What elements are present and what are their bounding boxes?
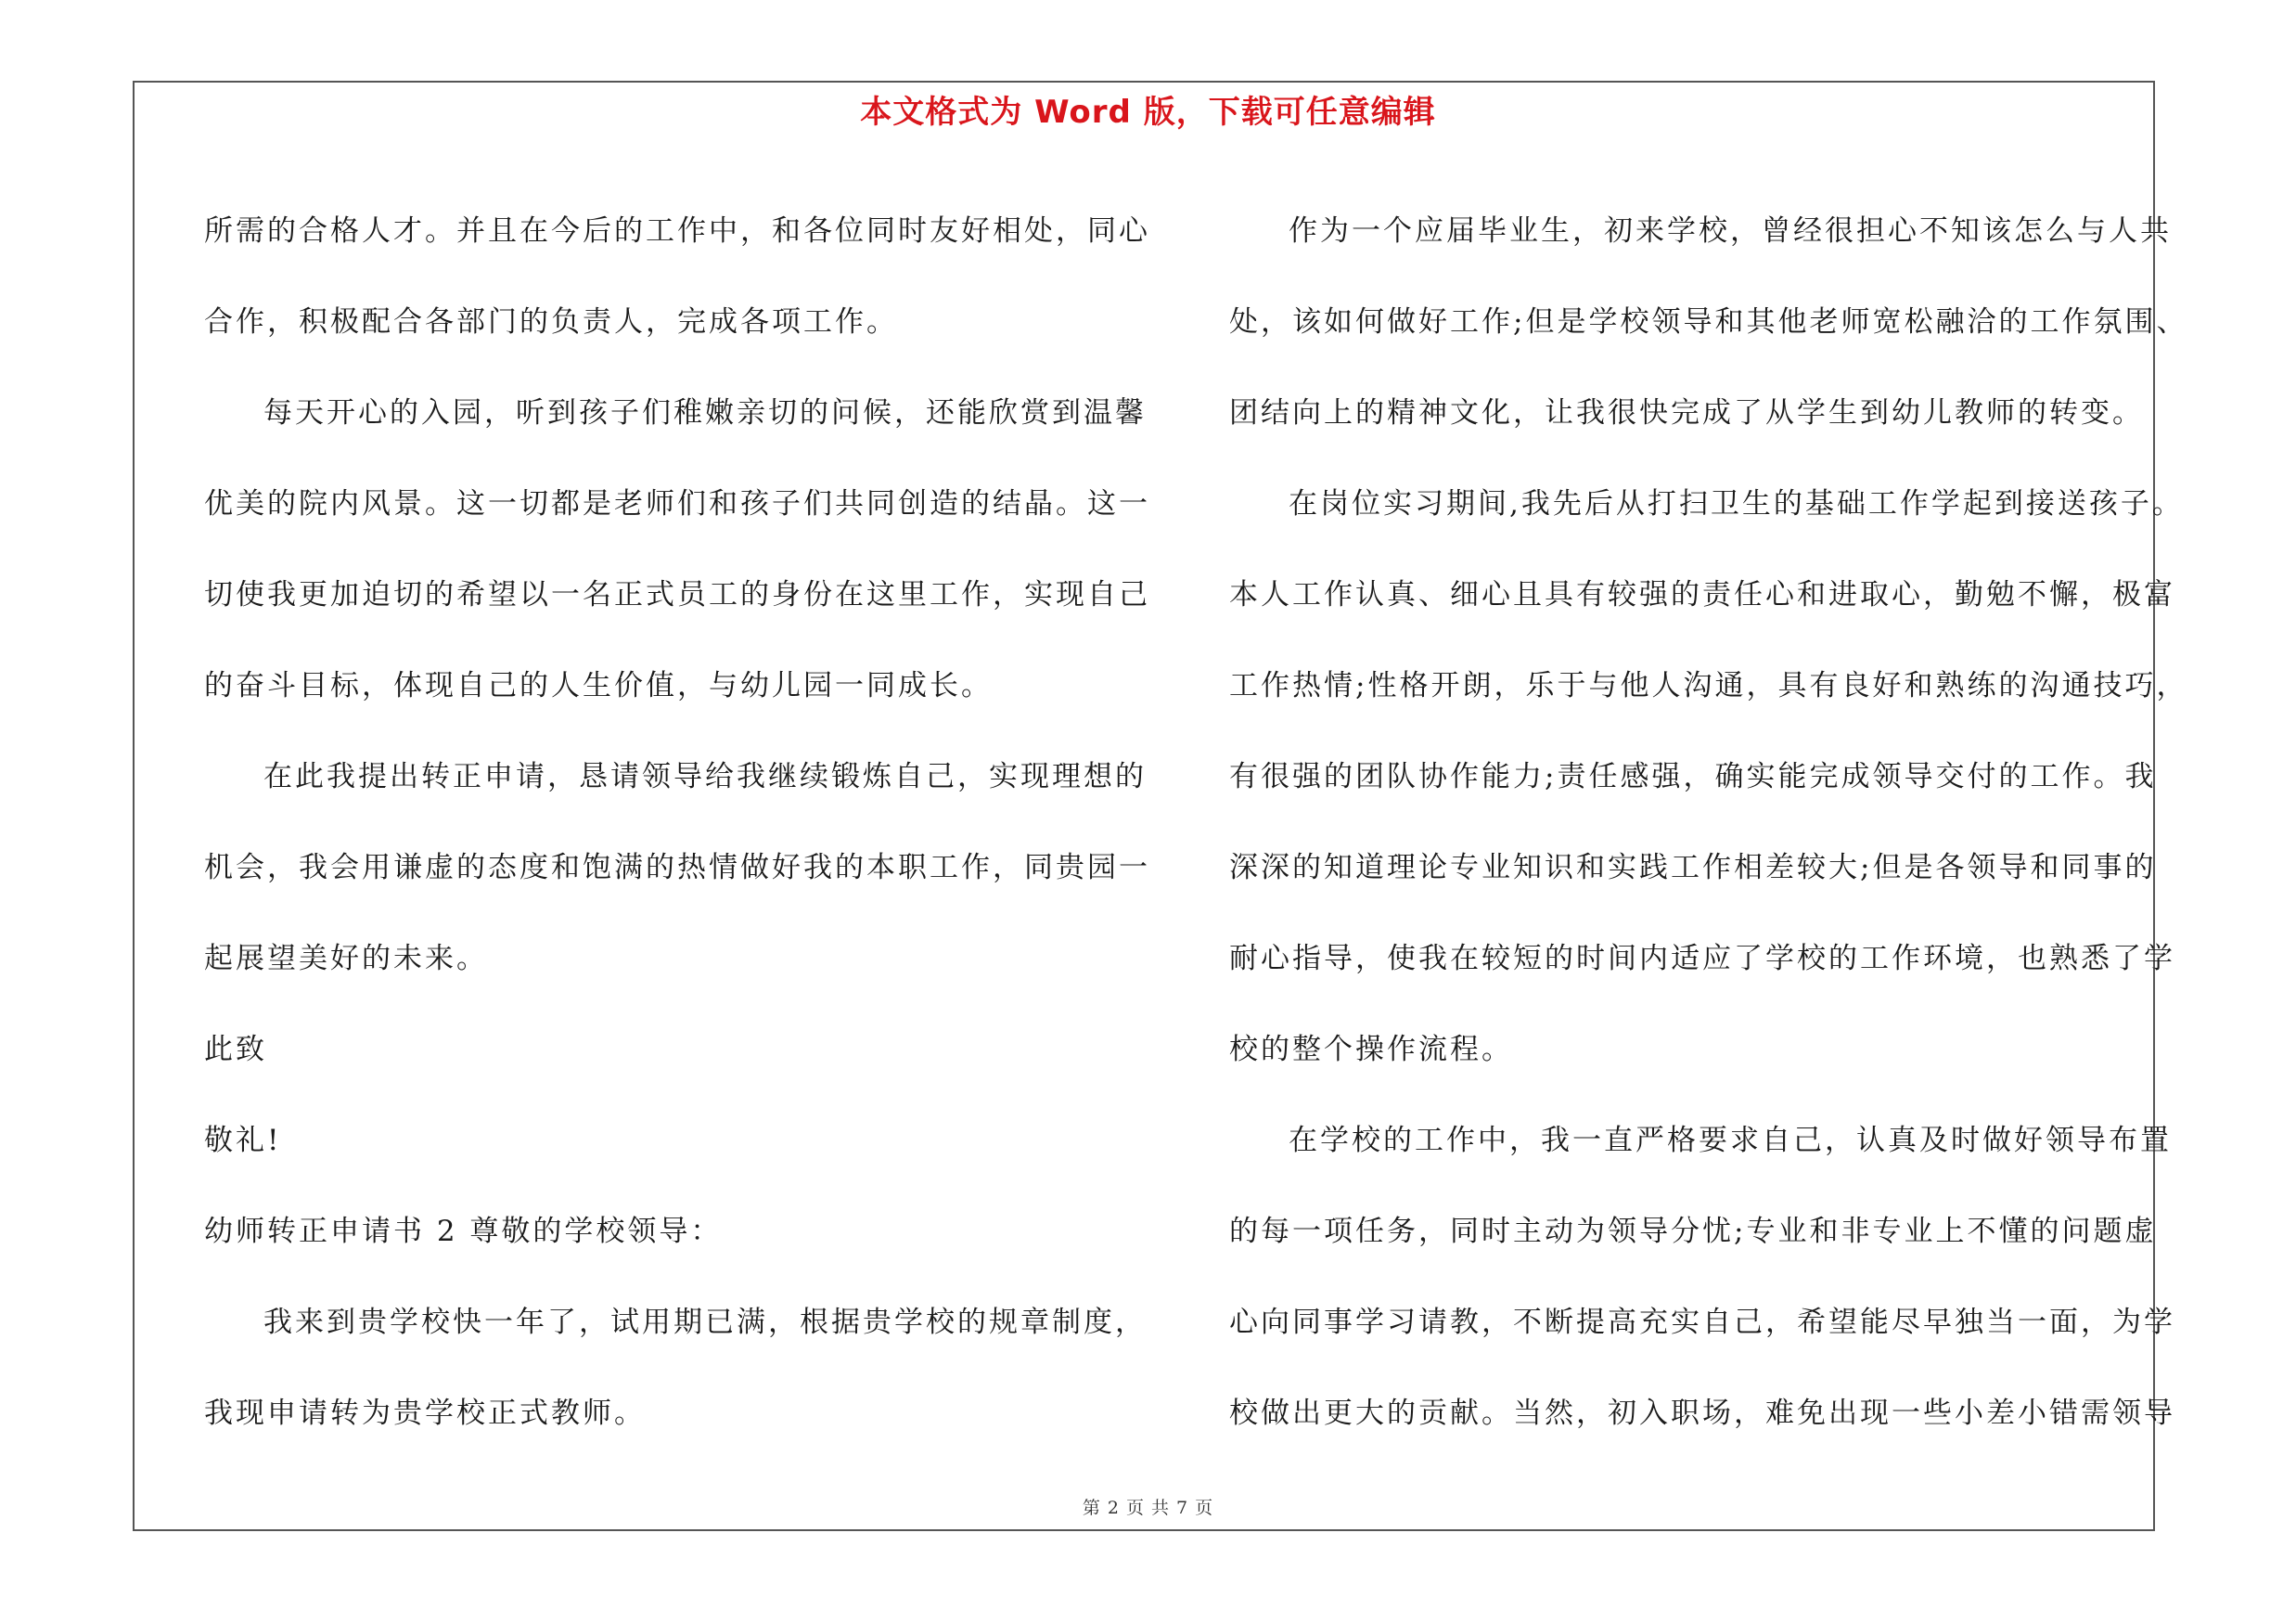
body-line: 每天开心的入园，听到孩子们稚嫩亲切的问候，还能欣赏到温馨: [263, 396, 1147, 430]
body-line: 我现申请转为贵学校正式教师。: [204, 1397, 646, 1430]
body-line: 团结向上的精神文化，让我很快完成了从学生到幼儿教师的转变。: [1229, 396, 2144, 430]
body-line: 起展望美好的未来。: [204, 942, 488, 975]
body-line: 优美的院内风景。这一切都是老师们和孩子们共同创造的结晶。这一: [204, 487, 1150, 521]
left-column: [204, 186, 1150, 1459]
body-line: 处，该如何做好工作;但是学校领导和其他老师宽松融洽的工作氛围、: [1229, 305, 2188, 339]
right-column: [1229, 186, 2188, 1459]
page-number: 第 2 页 共 7 页: [1082, 1498, 1214, 1518]
body-line: 在岗位实习期间,我先后从打扫卫生的基础工作学起到接送孩子。: [1289, 487, 2184, 521]
body-line: 有很强的团队协作能力;责任感强，确实能完成领导交付的工作。我: [1229, 760, 2157, 793]
body-line: 合作，积极配合各部门的负责人，完成各项工作。: [204, 305, 898, 339]
body-line: 深深的知道理论专业知识和实践工作相差较大;但是各领导和同事的: [1229, 851, 2157, 884]
body-line: 的奋斗目标，体现自己的人生价值，与幼儿园一同成长。: [204, 669, 993, 702]
body-line: 校的整个操作流程。: [1229, 1033, 1513, 1066]
body-line: 作为一个应届毕业生，初来学校，曾经很担心不知该怎么与人共: [1289, 214, 2172, 248]
body-line: 耐心指导，使我在较短的时间内适应了学校的工作环境，也熟悉了学: [1229, 942, 2175, 975]
format-banner: 本文格式为 Word 版，下载可任意编辑: [860, 94, 1436, 131]
body-line: 本人工作认真、细心且具有较强的责任心和进取心，勤勉不懈，极富: [1229, 578, 2175, 612]
body-line: 在此我提出转正申请，恳请领导给我继续锻炼自己，实现理想的: [263, 760, 1147, 793]
body-line: 在学校的工作中，我一直严格要求自己，认真及时做好领导布置: [1289, 1124, 2172, 1157]
body-line: 的每一项任务，同时主动为领导分忧;专业和非专业上不懂的问题虚: [1229, 1215, 2157, 1248]
closing-regards: 敬礼!: [204, 1124, 282, 1157]
closing-salutation: 此致: [204, 1033, 267, 1066]
section-heading: 幼师转正申请书 2 尊敬的学校领导：: [204, 1215, 723, 1248]
body-line: 校做出更大的贡献。当然，初入职场，难免出现一些小差小错需领导: [1229, 1397, 2175, 1430]
body-line: 我来到贵学校快一年了，试用期已满，根据贵学校的规章制度，: [263, 1306, 1147, 1339]
body-line: 机会，我会用谦虚的态度和饱满的热情做好我的本职工作，同贵园一: [204, 851, 1150, 884]
body-line: 所需的合格人才。并且在今后的工作中，和各位同时友好相处，同心: [204, 214, 1150, 248]
body-line: 心向同事学习请教，不断提高充实自己，希望能尽早独当一面，为学: [1229, 1306, 2175, 1339]
body-line: 工作热情;性格开朗，乐于与他人沟通，具有良好和熟练的沟通技巧，: [1229, 669, 2188, 702]
body-line: 切使我更加迫切的希望以一名正式员工的身份在这里工作，实现自己: [204, 578, 1150, 612]
